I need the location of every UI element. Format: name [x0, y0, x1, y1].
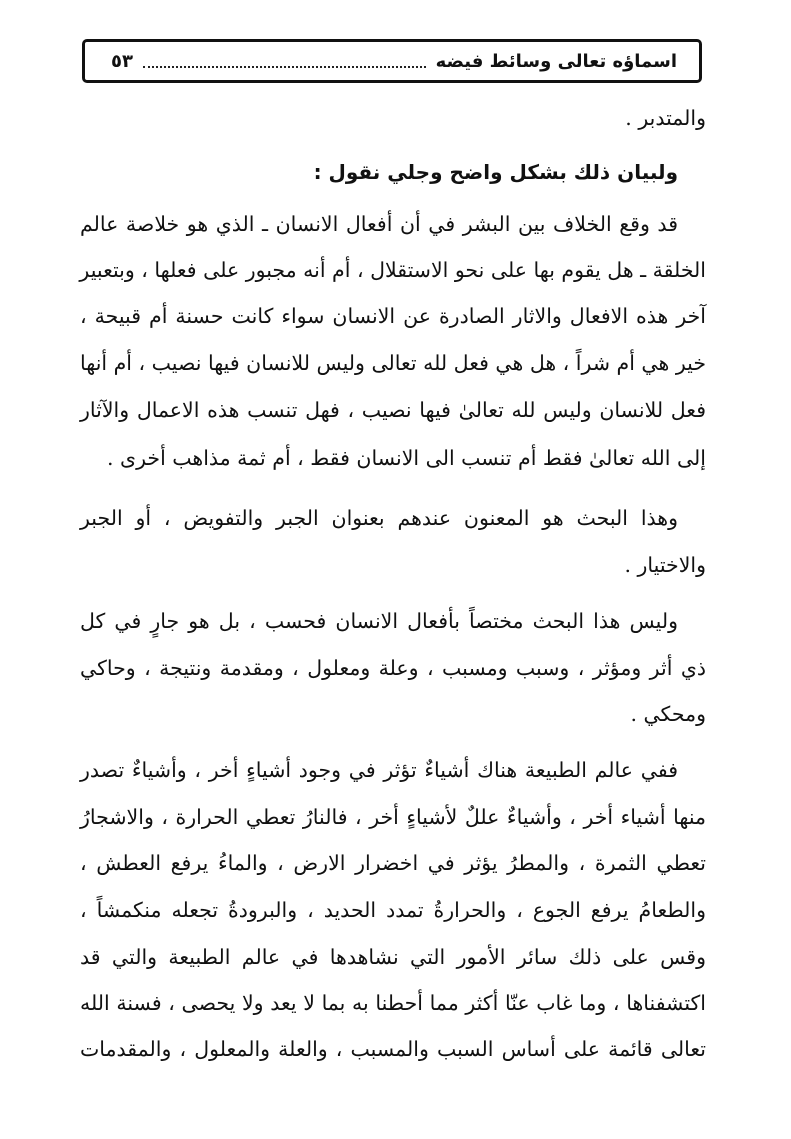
leader-dots [143, 66, 426, 68]
bold-lead-line: ولبيان ذلك بشكل واضح وجلي نقول : [313, 160, 678, 184]
text-line: وقس على ذلك سائر الأمور التي نشاهدها في عالم الطبيعة والتي قد [80, 945, 706, 969]
text-line: والمتدبر . [625, 106, 706, 130]
text-line: ذي أثر ومؤثر ، وسبب ومسبب ، وعلة ومعلول ، ومقدمة ونتيجة ، وحاكي [80, 656, 706, 680]
text-line: وهذا البحث هو المعنون عندهم بعنوان الجبر والتفويض ، أو الجبر [80, 506, 678, 530]
text-line: آخر هذه الافعال والاثار الصادرة عن الانسان سواء كانت حسنة أم قبيحة ، [80, 304, 706, 328]
page-header [82, 39, 702, 83]
text-line: وليس هذا البحث مختصاً بأفعال الانسان فحسب ، بل هو جارٍ في كل [80, 609, 678, 633]
text-line: تعطي الثمرة ، والمطرُ يؤثر في اخضرار الارض ، والماءُ يرفع العطش ، [80, 851, 706, 875]
text-line: فعل للانسان وليس لله تعالىٰ فيها نصيب ، فهل تنسب هذه الاعمال والآثار [80, 398, 706, 422]
text-line: اكتشفناها ، وما غاب عنّا أكثر مما أحطنا به بما لا يعد ولا يحصى ، فسنة الله [80, 991, 706, 1015]
page-number: ٥٣ [111, 50, 133, 72]
text-line: والطعامُ يرفع الجوع ، والحرارةُ تمدد الحديد ، والبرودةُ تجعله منكمشاً ، [80, 898, 706, 922]
text-line: ففي عالم الطبيعة هناك أشياءٌ تؤثر في وجود أشياءٍ أخر ، وأشياءٌ تصدر [80, 758, 678, 782]
text-line: منها أشياء أخر ، وأشياءٌ عللٌ لأشياءٍ أخر ، فالنارُ تعطي الحرارة ، والاشجارُ [80, 805, 706, 829]
running-title: اسماؤه تعالى وسائط فيضه [435, 50, 677, 72]
text-line: إلى الله تعالىٰ فقط أم تنسب الى الانسان فقط ، أم ثمة مذاهب أخرى . [107, 446, 706, 470]
text-line: قد وقع الخلاف بين البشر في أن أفعال الانسان ـ الذي هو خلاصة عالم [80, 212, 678, 236]
text-line: والاختيار . [624, 553, 706, 577]
text-line: خير هي أم شراً ، هل هي فعل لله تعالى وليس للانسان فيها نصيب ، أم أنها [80, 351, 706, 375]
text-line: ومحكي . [630, 702, 706, 726]
text-line: تعالى قائمة على أساس السبب والمسبب ، والعلة والمعلول ، والمقدمات [80, 1037, 706, 1061]
text-line: الخلقة ـ هل يقوم بها على نحو الاستقلال ، أم أنه مجبور على فعلها ، وبتعبير [79, 258, 706, 282]
